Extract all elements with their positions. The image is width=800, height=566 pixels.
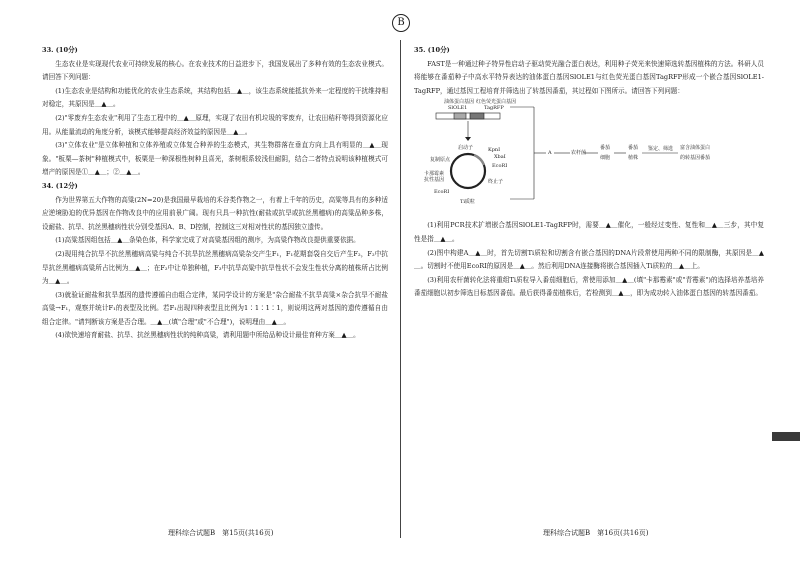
label-ecori-right: EcoRⅠ	[492, 163, 508, 170]
label-ecori-left: EcoRⅠ	[434, 189, 450, 196]
label-tomato-plant-1: 番茄	[628, 145, 639, 152]
question-33-title: 33. (10分)	[42, 46, 78, 54]
footer-page-15: 理科综合试题B 第15页(共16页)	[168, 529, 274, 537]
label-agrobacterium: 农杆菌	[571, 150, 587, 157]
question-35-subquestion: (2)图中构建A＿▲＿时，首先切割Ti质粒和切割含有嵌合基因的DNA片段常使用两种不同的限制酶，其原因是＿▲＿。切割时不使用EcoRⅠ的原因是＿▲＿。然后利用DNA连接酶将嵌合基因插入Ti质粒的＿▲＿上。	[414, 248, 764, 271]
label-oil-body-gene: 油体蛋白基因	[444, 99, 475, 106]
label-resistance-gene: 抗性基因	[424, 177, 445, 184]
page-edge-tab	[772, 432, 800, 441]
slole1-segment	[454, 113, 466, 119]
label-slole1: SlOLE1	[448, 105, 468, 112]
label-kanamycin: 卡那霉素	[424, 171, 445, 178]
question-34-paragraph: (1)高粱基因组包括＿▲＿条染色体，科学家完成了对高粱基因组的测序，为高粱作物改良提供重要依据。	[55, 236, 360, 245]
label-tomato-cell-1: 番茄	[600, 145, 611, 152]
label-node-a: A	[548, 150, 552, 157]
label-promoter: 启动子	[458, 145, 474, 152]
question-33-paragraph: (2)"零废弃生态农业"利用了生态工程中的＿▲＿原理，实现了农田有机垃圾的零废弃，让农田秸秆等得到资源化应用。从能量流动的角度分析，该模式能够提高经济效益的原因是＿▲＿。	[42, 113, 388, 136]
label-result-2: 的转基因番茄	[680, 155, 711, 162]
gene-engineering-diagram	[414, 99, 764, 217]
question-33-paragraph: (1)生态农业是结构和功能优化的农业生态系统，其结构包括＿▲＿，该生态系统能抵抗外来一定程度的干扰维持相对稳定，其原因是＿▲＿。	[42, 86, 388, 109]
label-origin: 复制原点	[430, 157, 451, 164]
question-34-paragraph: (4)欲快速培育耐盐、抗旱、抗丝黑穗病性状的纯种高粱，请利用题中所给品种设计最佳育种方案＿▲＿。	[55, 331, 360, 340]
label-tomato-plant-2: 植株	[628, 155, 639, 162]
question-35-title: 35. (10分)	[414, 46, 450, 54]
column-divider	[400, 40, 401, 538]
tagrfp-segment	[470, 113, 484, 119]
question-35-intro: FAST是一种通过种子特异性启动子驱动荧光融合蛋白表达，利用种子荧光来快速筛选转基因植株的方法。科研人员将能够在番茄种子中高水平特异表达的油体蛋白基因SlOLE1与红色荧光蛋白基因TagRFP形成一个嵌合基因SlOLE1-TagRFP，通过基因工程培育并筛选出了转基因番茄，其过程如下图所示。请回答下列问题：	[414, 59, 764, 95]
footer-page-16: 理科综合试题B 第16页(共16页)	[543, 529, 649, 537]
left-column	[42, 44, 388, 343]
question-35-subquestion: (1)利用PCR技术扩增嵌合基因SlOLE1-TagRFP时，需要＿▲＿催化，一般经过变性、复性和＿▲＿三步，其中复性是指＿▲＿。	[414, 221, 764, 243]
plasmid-insert-site	[474, 155, 484, 165]
label-result-1: 富含油体蛋白	[680, 145, 711, 152]
question-34-paragraph: (2)现用纯合抗旱不抗丝黑穗病高粱与纯合不抗旱抗丝黑穗病高粱杂交产生F₁，F₁花期套袋自交后产生F₂，F₂中抗旱抗丝黑穗病高粱所占比例为＿▲＿；在F₂中让单独种植，F₃中抗旱高粱中抗旱性状不会发生性状分离的植株所占比例为＿▲＿。	[42, 249, 388, 286]
label-kpni: KpnⅠ	[488, 147, 501, 154]
label-tagrfp: TagRFP	[484, 105, 504, 112]
label-screen: 鉴定、筛选	[648, 146, 674, 153]
label-terminator: 终止子	[488, 179, 504, 186]
question-34-paragraph: 作为世界第五大作物的高粱(2N=20)是我国最早栽培的禾谷类作物之一，有着上千年的历史，高粱等具有的多种适应逆境胁迫的优异基因在作物改良中的应用前景广阔。现有只具一种抗性(耐盐或抗旱或抗丝黑穗病)的高粱品种多株，设耐盐、抗旱、抗丝黑穗病性状分别受基因A、B、D控制，控制这三对相对性状的基因独立遗传。	[42, 195, 388, 231]
question-33-paragraph: 生态农业是实现现代农业可持续发展的核心。在农业技术的日益进步下，我国发展出了多种有效的生态农业模式。请回答下列问题：	[42, 59, 388, 82]
label-ti-plasmid: Ti质粒	[460, 199, 475, 206]
chimeric-gene-bar	[436, 113, 500, 119]
question-33-paragraph: (3)"立体农业"是立体种植和立体养殖或立体复合种养的生态模式，其生物群落在垂直方向上具有明显的＿▲＿现象。"板栗—茶树"种植模式中，板栗是一种深根性树种且喜光，茶树根系较浅但耐阴，结合二者特点说明该种植模式可增产的原因是①＿▲＿；②＿▲＿。	[42, 141, 388, 177]
question-35-subquestion: (3)利用农杆菌转化法将重组Ti质粒导入番茄细胞后，常使用添加＿▲＿(填"卡那霉素"或"青霉素")的选择培养基培养番茄细胞以初步筛选目标基因番茄。最后获得番茄植株后，若检测到＿▲＿，即为成功转入油体蛋白基因的转基因番茄。	[414, 275, 764, 298]
label-rfp-gene: 红色荧光蛋白基因	[476, 99, 517, 106]
question-34-title: 34. (12分)	[42, 181, 78, 190]
label-xbai: XbaⅠ	[494, 154, 506, 161]
question-34-paragraph: (3)就验证耐盐和抗旱基因的遗传遵循自由组合定律，某同学设计的方案是"杂合耐盐不抗旱高粱×杂合抗旱不耐盐高粱→F₁，观察并统计F₁的表型及比例。若F₁出现四种表型且比例为1∶1∶1∶1，则说明这两对基因的遗传遵循自由组合定律。"请判断该方案是否合理。＿▲＿(填"合理"或"不合理")，说明理由＿▲＿。	[42, 290, 388, 326]
paper-version-badge: B	[392, 14, 410, 32]
right-column	[414, 44, 764, 301]
arrow-down-head	[465, 137, 471, 141]
label-tomato-cell-2: 细胞	[600, 155, 611, 162]
